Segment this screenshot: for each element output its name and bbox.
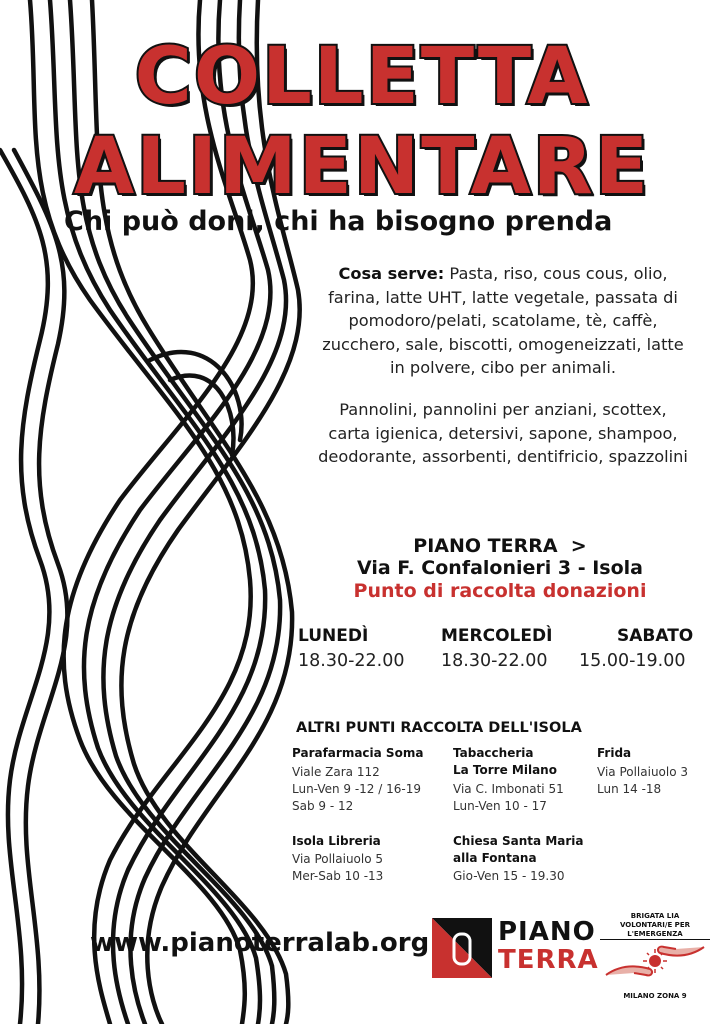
brigata-name: BRIGATA LIA [630, 912, 680, 920]
point-name: Tabaccheria [453, 746, 534, 760]
schedule-hours-wednesday: 18.30-22.00 [441, 651, 548, 671]
schedule-day-wednesday: MERCOLEDÌ [441, 626, 553, 646]
needs-food [318, 262, 688, 380]
point-name-2: alla Fontana [453, 851, 537, 865]
location-name: PIANO TERRA [413, 535, 558, 557]
other-points-title: ALTRI PUNTI RACCOLTA DELL'ISOLA [296, 720, 582, 736]
needs-food-text: Pasta, riso, cous cous, olio, farina, latte UHT, latte vegetale, passata di pomodoro/pelati, scatolame, tè, caffè, zucchero, sale, biscotti, omogeneizzati, latte in polvere, cibo per animali. [322, 264, 684, 377]
hands-heart-icon [600, 935, 710, 987]
brigata-tagline: VOLONTARI/E PER L'EMERGENZA [600, 921, 710, 940]
location-address: Via F. Confalonieri 3 - Isola [356, 557, 644, 579]
location-arrow: > [570, 535, 587, 557]
point-line: Mer-Sab 10 -13 [292, 869, 384, 883]
point-line: Via Pollaiuolo 5 [292, 852, 384, 866]
schedule-day-saturday: SABATO [617, 626, 694, 646]
schedule-hours-saturday: 15.00-19.00 [579, 651, 686, 671]
schedule-day-monday: LUNEDÌ [298, 626, 369, 646]
logo-word-piano: PIANO [498, 917, 596, 947]
location-name-line [300, 535, 700, 557]
subtitle: Chi può doni, chi ha bisogno prenda [64, 206, 613, 237]
piano-terra-logo-icon [432, 918, 492, 978]
location-purpose: Punto di raccolta donazioni [353, 580, 647, 602]
needs-hygiene: Pannolini, pannolini per anziani, scottex, carta igienica, detersivi, sapone, shampoo, deodorante, assorbenti, dentifricio, spazzolini [318, 400, 688, 466]
logo-word-terra: TERRA [498, 945, 599, 975]
schedule-hours-monday: 18.30-22.00 [298, 651, 405, 671]
point-line: Viale Zara 112 [292, 765, 380, 779]
point-name: Chiesa Santa Maria [453, 834, 584, 848]
point-name-2: La Torre Milano [453, 763, 557, 777]
needs-label: Cosa serve: [338, 264, 445, 283]
point-name: Parafarmacia Soma [292, 746, 424, 760]
point-line: Lun-Ven 9 -12 / 16-19 [292, 782, 421, 796]
point-line: Gio-Ven 15 - 19.30 [453, 869, 565, 883]
point-name: Frida [597, 746, 632, 760]
website-url[interactable]: www.pianoterralab.org [90, 928, 430, 958]
point-line: Lun 14 -18 [597, 782, 662, 796]
point-name: Isola Libreria [292, 834, 381, 848]
point-line: Via C. Imbonati 51 [453, 782, 564, 796]
brigata-zone: MILANO ZONA 9 [623, 992, 687, 1000]
point-line: Via Pollaiuolo 3 [597, 765, 689, 779]
point-line: Lun-Ven 10 - 17 [453, 799, 547, 813]
point-line: Sab 9 - 12 [292, 799, 354, 813]
title-line-2: ALIMENTARE [73, 122, 651, 212]
title-line-1: COLLETTA [134, 32, 590, 122]
